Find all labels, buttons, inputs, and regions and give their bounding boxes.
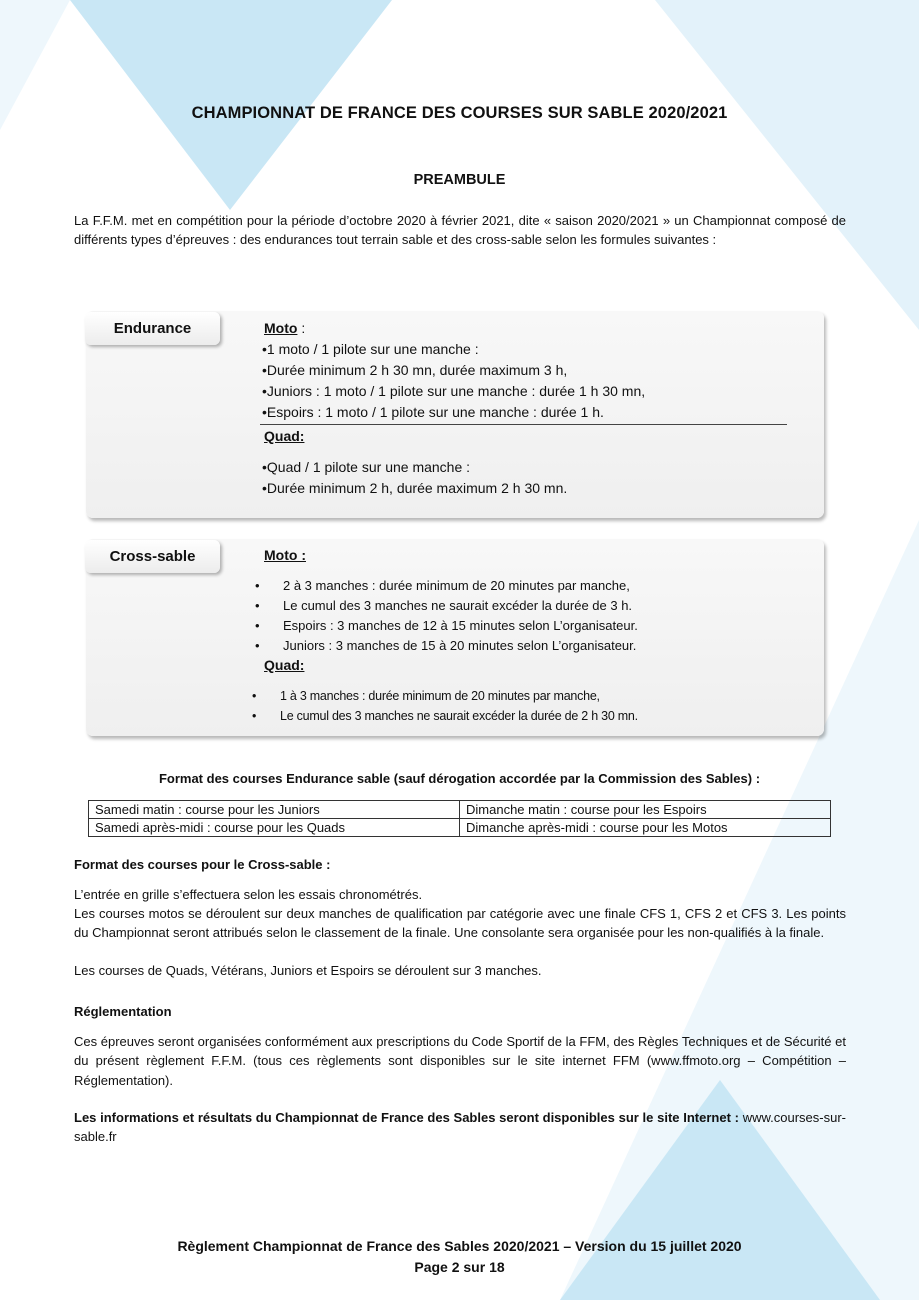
list-item: • Espoirs : 3 manches de 12 à 15 minutes selon L’organisateur. — [255, 616, 638, 636]
bullet-icon: • — [255, 578, 260, 593]
bullet-icon: • — [252, 709, 257, 723]
endurance-moto-label: Moto — [264, 320, 298, 336]
list-item: •Juniors : 1 moto / 1 pilote sur une manche : durée 1 h 30 mn, — [262, 383, 646, 399]
bullet-icon: • — [262, 383, 267, 399]
bullet-icon: • — [255, 598, 260, 613]
format-endurance-heading: Format des courses Endurance sable (sauf dérogation accordée par la Commission des Sables) : — [158, 771, 761, 786]
endurance-moto-list — [262, 339, 645, 423]
list-item: •Quad / 1 pilote sur une manche : — [262, 459, 471, 475]
table-cell: Samedi matin : course pour les Juniors — [89, 801, 460, 819]
format-table — [88, 800, 831, 837]
bullet-icon: • — [262, 459, 267, 475]
list-item: • 2 à 3 manches : durée minimum de 20 minutes par manche, — [255, 576, 638, 596]
intro-paragraph: La F.F.M. met en compétition pour la période d’octobre 2020 à février 2021, dite « saison 2020/2021 » un Championnat composé de différents types d’épreuves : des endurances tout terrain sable et des cross-sable selon les formules suivantes : — [74, 213, 846, 248]
endurance-moto-heading — [264, 318, 305, 339]
footer-line-1: Règlement Championnat de France des Sables 2020/2021 – Version du 15 juillet 2020 — [177, 1238, 742, 1254]
cross-paragraph-3: Les courses de Quads, Vétérans, Juniors et Espoirs se déroulent sur 3 manches. — [74, 963, 542, 978]
cross-paragraph-1: L’entrée en grille s’effectuera selon les essais chronométrés. — [74, 887, 423, 902]
cross-moto-heading: Moto : — [264, 547, 306, 563]
list-item: •1 moto / 1 pilote sur une manche : — [262, 341, 479, 357]
table-row — [89, 801, 831, 819]
bullet-icon: • — [262, 404, 267, 420]
info-paragraph — [74, 1108, 846, 1147]
cross-quad-heading: Quad: — [264, 657, 305, 673]
table-row — [89, 819, 831, 837]
info-bold-text: Les informations et résultats du Championnat de France des Sables seront disponibles sur le site Internet : — [74, 1110, 739, 1125]
reglementation-heading: Réglementation — [74, 1004, 172, 1019]
endurance-quad-list — [262, 457, 567, 499]
cross-paragraph-2: Les courses motos se déroulent sur deux manches de qualification par catégorie avec une finale CFS 1, CFS 2 et CFS 3. Les points du Championnat seront attribués selon le classement de la finale. Une consolante sera organisée pour les non-qualifiés à la finale. — [74, 906, 846, 941]
table-cell: Dimanche après-midi : course pour les Motos — [460, 819, 831, 837]
preamble-heading: PREAMBULE — [413, 172, 506, 188]
list-item: • 1 à 3 manches : durée minimum de 20 minutes par manche, — [252, 686, 638, 706]
cross-moto-list — [255, 576, 638, 656]
page-title: CHAMPIONNAT DE FRANCE DES COURSES SUR SABLE 2020/2021 — [191, 104, 728, 122]
bullet-icon: • — [262, 480, 267, 496]
endurance-divider — [260, 424, 787, 425]
bullet-icon: • — [262, 362, 267, 378]
endurance-quad-heading: Quad: — [264, 428, 305, 444]
list-item: •Durée minimum 2 h 30 mn, durée maximum 3 h, — [262, 362, 568, 378]
list-item: • Le cumul des 3 manches ne saurait excéder la durée de 3 h. — [255, 596, 638, 616]
list-item: •Espoirs : 1 moto / 1 pilote sur une manche : durée 1 h. — [262, 404, 604, 420]
bullet-icon: • — [262, 341, 267, 357]
table-cell: Dimanche matin : course pour les Espoirs — [460, 801, 831, 819]
table-cell: Samedi après-midi : course pour les Quads — [89, 819, 460, 837]
cross-sable-tab: Cross-sable — [85, 540, 220, 573]
endurance-moto-colon: : — [297, 320, 306, 336]
format-cross-heading: Format des courses pour le Cross-sable : — [74, 857, 331, 872]
bullet-icon: • — [255, 638, 260, 653]
bullet-icon: • — [255, 618, 260, 633]
reglementation-paragraph: Ces épreuves seront organisées conformément aux prescriptions du Code Sportif de la FFM, des Règles Techniques et de Sécurité et du présent règlement F.F.M. (tous ces règlements sont disponibles sur le site internet FFM (www.ffmoto.org – Compétition – Réglementation). — [74, 1034, 846, 1088]
footer-page-number: Page 2 sur 18 — [414, 1259, 505, 1275]
endurance-tab: Endurance — [85, 312, 220, 345]
list-item: •Durée minimum 2 h, durée maximum 2 h 30 mn. — [262, 480, 568, 496]
bullet-icon: • — [252, 689, 257, 703]
cross-quad-list — [252, 686, 638, 726]
list-item: • Le cumul des 3 manches ne saurait excéder la durée de 2 h 30 mn. — [252, 706, 638, 726]
info-link[interactable]: www.courses-sur-sable.fr — [74, 1110, 846, 1145]
list-item: • Juniors : 3 manches de 15 à 20 minutes selon L’organisateur. — [255, 636, 638, 656]
